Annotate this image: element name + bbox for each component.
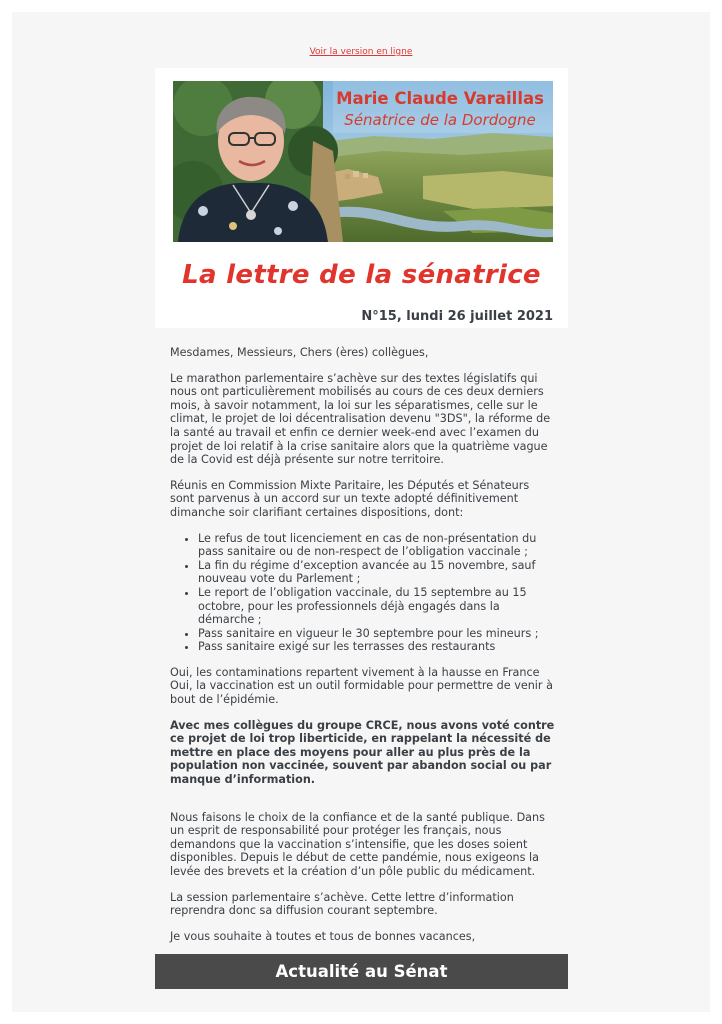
issue-date: N°15, lundi 26 juillet 2021 [361, 309, 553, 324]
list-item: • Le report de l’obligation vaccinale, du 15 septembre au 15 octobre, pour les professionnels déjà engagés dans la démarche ; [198, 586, 555, 627]
paragraph-crce-vote [170, 719, 555, 787]
banner-senator-name: Marie Claude Varaillas [336, 89, 544, 108]
paragraph-contaminations-line-2: Oui, la vaccination est un outil formidable pour permettre de venir à bout de l’épidémie. [170, 679, 553, 707]
list-item: • Pass sanitaire en vigueur le 30 septembre pour les mineurs ; [198, 627, 555, 641]
list-item: • Pass sanitaire exigé sur les terrasses des restaurants [198, 640, 555, 654]
dispositions-list [170, 532, 555, 654]
paragraph-session: La session parlementaire s’achève. Cette lettre d’information reprendra donc sa diffusion courant septembre. [170, 890, 514, 918]
banner-senator-role: Sénatrice de la Dordogne [344, 111, 536, 129]
greeting: Mesdames, Messieurs, Chers (ères) collègues, [170, 346, 429, 359]
paragraph-intro: Le marathon parlementaire s’achève sur des textes législatifs qui nous ont particulièrement mobilisés au cours de ces deux derniers mois, à savoir notamment, la loi sur les séparatismes, celle sur le climat, le projet de loi décentralisation devenu "3DS", la réforme de la santé au travail et enfin ce dernier week-end avec l’examen du projet de loi relatif à la crise sanitaire alors que la quatrième vague de la Covid est déjà présente sur notre territoire. [170, 371, 551, 467]
list-item: • Le refus de tout licenciement en cas de non-présentation du pass sanitaire ou de non-respect de l’obligation vaccinale ; [198, 532, 555, 559]
paragraph-cmp: Réunis en Commission Mixte Paritaire, les Députés et Sénateurs sont parvenus à un accord sur un texte adopté définitivement dimanche soir clarifiant certaines dispositions, dont: [170, 478, 530, 519]
newsletter-page [12, 12, 710, 1012]
view-online-link[interactable]: Voir la version en ligne [309, 47, 413, 57]
paragraph-contaminations-line-1: Oui, les contaminations repartent vivement à la hausse en France [170, 665, 540, 679]
header-card [155, 68, 568, 328]
letter-body [170, 346, 555, 981]
list-item: • La fin du régime d’exception avancée au 15 novembre, sauf nouveau vote du Parlement ; [198, 559, 555, 586]
paragraph-public-health: Nous faisons le choix de la confiance et de la santé publique. Dans un esprit de responsabilité pour protéger les français, nous demandons que la vaccination s’intensifie, que les doses soient disponibles. Depuis le début de cette pandémie, nous exigeons la levée des brevets et la création d’un pôle public du médicament. [170, 810, 545, 878]
paragraph-crce-vote-text: Avec mes collègues du groupe CRCE, nous avons voté contre ce projet de loi trop liberticide, en rappelant la nécessité de mettre en place des moyens pour aller au plus près de la population non vaccinée, souvent par abandon social ou par manque d’information. [170, 718, 555, 787]
newsletter-title: La lettre de la sénatrice [182, 260, 541, 290]
paragraph-holidays: Je vous souhaite à toutes et tous de bonnes vacances, [170, 929, 476, 943]
paragraph-contaminations [170, 666, 555, 707]
section-header-actualite: Actualité au Sénat [155, 954, 568, 989]
banner-image [173, 81, 553, 242]
